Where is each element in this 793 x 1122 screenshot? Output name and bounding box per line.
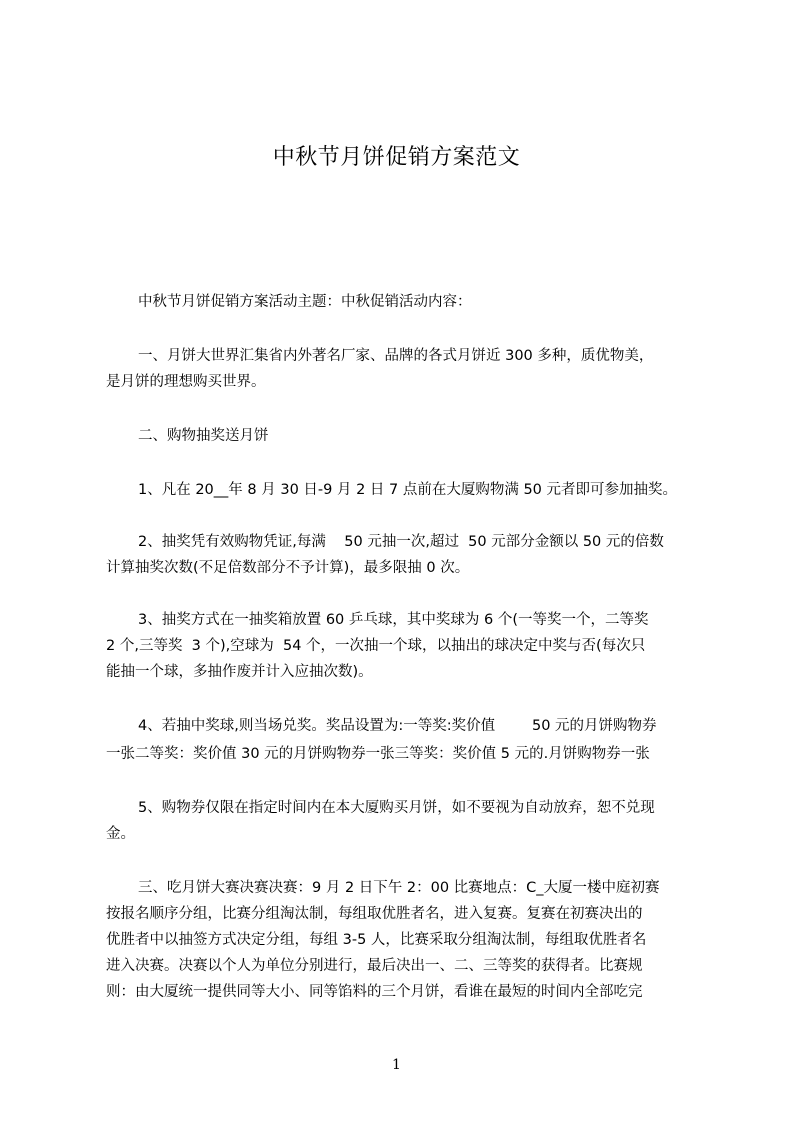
paragraph-line: 进入决赛。决赛以个人为单位分别进行，最后决出一、二、三等奖的获得者。比赛规 [106, 958, 643, 974]
paragraph-line: 1、凡在 20__年 8 月 30 日-9 月 2 日 7 点前在大厦购物满 50 元者即可参加抽奖。 [138, 482, 678, 498]
document-title: 中秋节月饼促销方案范文 [272, 145, 521, 170]
paragraph-line: 按报名顺序分组，比赛分组淘汰制，每组取优胜者名，进入复赛。复赛在初赛决出的 [106, 906, 643, 922]
paragraph-line: 金。 [106, 826, 135, 842]
paragraph-line: 中秋节月饼促销方案活动主题：中秋促销活动内容： [138, 294, 472, 310]
paragraph-line: 2、抽奖凭有效购物凭证,每满 50 元抽一次,超过 50 元部分金额以 50 元的倍数 [138, 534, 664, 550]
paragraph-line: 计算抽奖次数(不足倍数部分不予计算)，最多限抽 0 次。 [106, 560, 470, 576]
paragraph-line: 2 个,三等奖 3 个),空球为 54 个，一次抽一个球，以抽出的球决定中奖与否(每次只 [106, 638, 646, 654]
paragraph-line: 4、若抽中奖球,则当场兑奖。奖品设置为:一等奖:奖价值 50 元的月饼购物券 [138, 718, 657, 734]
paragraph-line: 是月饼的理想购买世界。 [106, 374, 266, 390]
paragraph-line: 3、抽奖方式在一抽奖箱放置 60 乒乓球，其中奖球为 6 个(一等奖一个，二等奖 [138, 612, 649, 628]
paragraph-line: 一张二等奖：奖价值 30 元的月饼购物券一张三等奖：奖价值 5 元的.月饼购物券一张 [106, 746, 650, 762]
page-number: 1 [392, 1057, 401, 1073]
paragraph-line: 则：由大厦统一提供同等大小、同等馅料的三个月饼，看谁在最短的时间内全部吃完 [106, 984, 643, 1000]
paragraph-line: 一、月饼大世界汇集省内外著名厂家、品牌的各式月饼近 300 多种，质优物美， [138, 348, 654, 364]
paragraph-line: 优胜者中以抽签方式决定分组，每组 3-5 人，比赛采取分组淘汰制，每组取优胜者名 [106, 932, 647, 948]
paragraph-line: 能抽一个球，多抽作废并计入应抽次数)。 [106, 664, 373, 680]
paragraph-line: 二、购物抽奖送月饼 [138, 428, 269, 444]
paragraph-line: 三、吃月饼大赛决赛决赛：9 月 2 日下午 2：00 比赛地点：C_大厦一楼中庭初赛 [138, 880, 660, 896]
paragraph-line: 5、购物券仅限在指定时间内在本大厦购买月饼，如不要视为自动放弃，恕不兑现 [138, 800, 655, 816]
